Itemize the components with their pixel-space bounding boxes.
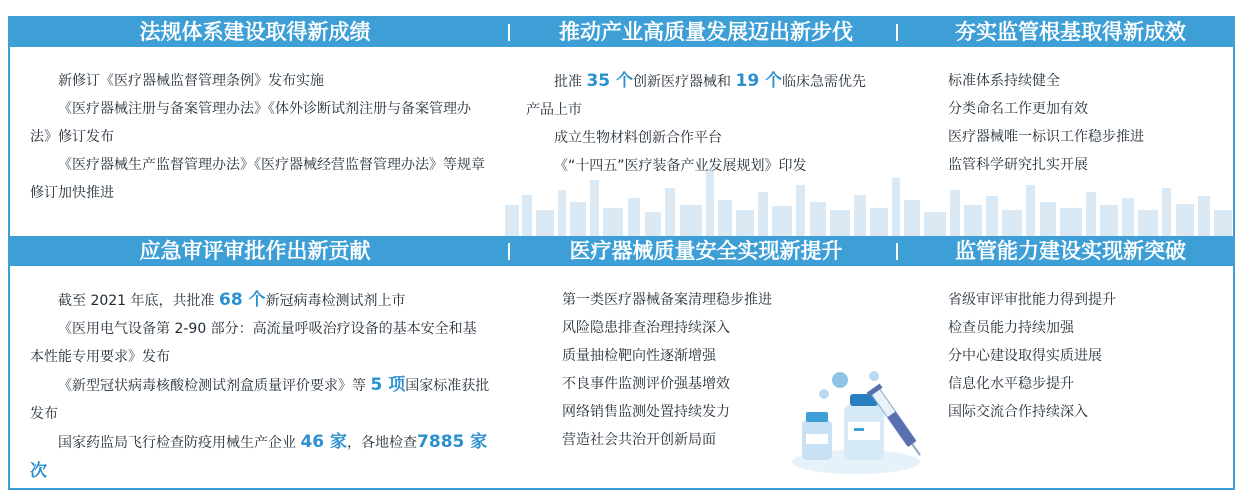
list-item: 监管科学研究扎实开展	[948, 157, 1088, 173]
vaccine-bottles-syringe-illustration	[788, 362, 924, 474]
item-text: 批准	[554, 74, 587, 90]
highlight-number: 7885 家次	[30, 432, 488, 481]
list-item: 网络销售监测处置持续发力	[562, 404, 730, 420]
list-item: 营造社会共治开创新局面	[562, 432, 716, 448]
list-item: 第一类医疗器械备案清理稳步推进	[562, 292, 772, 308]
capacity-building-column	[948, 286, 1218, 426]
banner-divider	[896, 24, 898, 41]
list-item: 医疗器械唯一标识工作稳步推进	[948, 129, 1144, 145]
list-item	[30, 371, 490, 428]
section-title-emergency-review: 应急审评审批作出新贡献	[139, 238, 371, 263]
item-text: ，各地检查	[347, 435, 418, 451]
list-item: 检查员能力持续加强	[948, 320, 1074, 336]
list-item: 国际交流合作持续深入	[948, 404, 1088, 420]
list-item: 分中心建设取得实质进展	[948, 348, 1102, 364]
highlight-number: 19 个	[735, 71, 783, 91]
item-text: 国家标准获批发布	[30, 378, 490, 422]
list-item: 新修订《医疗器械监督管理条例》发布实施	[58, 73, 324, 89]
bottom-section-banner	[10, 236, 1235, 266]
item-text: 临床急需优先产品上市	[526, 74, 867, 118]
section-title-industry-development: 推动产业高质量发展迈出新步伐	[559, 19, 853, 44]
list-item: 不良事件监测评价强基增效	[562, 376, 730, 392]
item-text: 新冠病毒检测试剂上市	[265, 293, 406, 309]
banner-divider	[896, 243, 898, 260]
list-item: 《医用电气设备第 2-90 部分：高流量呼吸治疗设备的基本安全和基本性能专用要求》发布	[30, 321, 477, 365]
list-item	[526, 67, 871, 124]
emergency-review-column	[30, 286, 490, 486]
top-section-banner	[10, 17, 1235, 47]
list-item: 《医疗器械注册与备案管理办法》《体外诊断试剂注册与备案管理办法》修订发布	[30, 101, 471, 145]
list-item: 信息化水平稳步提升	[948, 376, 1074, 392]
industry-development-column	[526, 67, 871, 180]
item-text: 创新医疗器械和	[633, 74, 736, 90]
banner-divider	[508, 24, 510, 41]
section-title-capacity-building: 监管能力建设实现新突破	[955, 238, 1186, 263]
list-item: 标准体系持续健全	[948, 73, 1060, 89]
regulatory-foundation-column	[948, 67, 1218, 179]
list-item	[30, 428, 490, 486]
section-title-regulatory-foundation: 夯实监管根基取得新成效	[955, 19, 1186, 44]
list-item: 成立生物材料创新合作平台	[554, 130, 722, 146]
highlight-number: 35 个	[586, 71, 634, 91]
legal-system-column	[30, 67, 490, 207]
section-title-legal-system: 法规体系建设取得新成绩	[139, 19, 371, 44]
list-item: 省级审评审批能力得到提升	[948, 292, 1116, 308]
item-text: 截至 2021 年底，共批准	[58, 293, 219, 309]
list-item: 质量抽检靶向性逐渐增强	[562, 348, 716, 364]
list-item: 风险隐患排查治理持续深入	[562, 320, 730, 336]
highlight-number: 5 项	[370, 375, 406, 395]
list-item: 《医疗器械生产监督管理办法》《医疗器械经营监督管理办法》等规章修订加快推进	[30, 157, 485, 201]
list-item: 分类命名工作更加有效	[948, 101, 1088, 117]
item-text: 《新型冠状病毒核酸检测试剂盒质量评价要求》等	[58, 378, 371, 394]
highlight-number: 68 个	[218, 290, 266, 310]
list-item: 《“十四五”医疗装备产业发展规划》印发	[554, 158, 807, 174]
section-title-quality-safety: 医疗器械质量安全实现新提升	[569, 238, 843, 263]
item-text: 国家药监局飞行检查防疫用械生产企业	[58, 435, 301, 451]
highlight-number: 46 家	[300, 432, 348, 452]
list-item	[30, 286, 490, 315]
banner-divider	[508, 243, 510, 260]
